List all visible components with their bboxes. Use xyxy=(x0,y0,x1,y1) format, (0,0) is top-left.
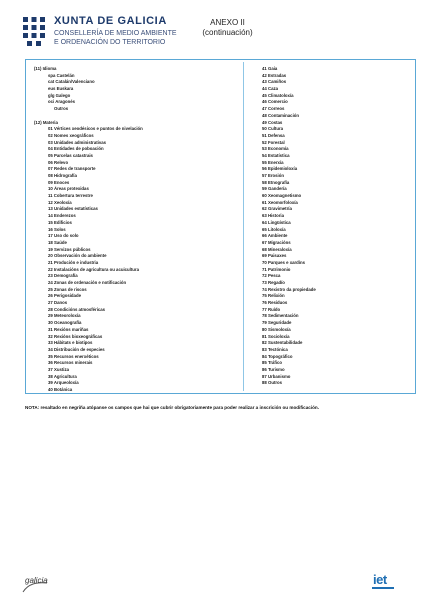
materia-option: 06 Relevo xyxy=(48,159,69,165)
materia-option: 70 Parques e xardíns xyxy=(262,259,305,265)
materia-option: 30 Oceanografía xyxy=(48,320,82,326)
materia-option: 43 Camiños xyxy=(262,79,287,85)
materia-option: 77 Ruído xyxy=(262,306,281,312)
materia-option: 41 Gaia xyxy=(262,66,278,71)
annex-heading xyxy=(190,18,265,38)
materia-option: 27 Danos xyxy=(48,300,68,306)
materia-option: 13 Unidades estatísticas xyxy=(48,206,98,212)
materia-list-left xyxy=(34,126,234,394)
materia-option: 73 Regadío xyxy=(262,280,285,285)
right-column xyxy=(248,66,408,387)
materia-list-right xyxy=(248,66,408,387)
materia-option: 85 Tráfico xyxy=(262,360,283,366)
section-gap xyxy=(34,113,234,120)
form-frame xyxy=(25,59,416,394)
materia-option: 23 Demografía xyxy=(48,273,78,279)
left-column xyxy=(34,66,234,394)
materia-option: 07 Redes de transporte xyxy=(48,166,96,172)
idioma-option: spa Castelán xyxy=(48,72,75,78)
materia-option: 71 Patrimonio xyxy=(262,266,291,272)
materia-option: 19 Servizos públicos xyxy=(48,246,91,252)
idioma-option-other: Outros xyxy=(54,106,69,112)
materia-option: 45 Climatoloxía xyxy=(262,92,294,98)
materia-option: 64 Lingüística xyxy=(262,219,291,225)
materia-option: 31 Rexións mariñas xyxy=(48,326,89,332)
idioma-option: glg Galego xyxy=(48,92,71,98)
materia-option: 80 Sismoloxía xyxy=(262,326,291,332)
materia-option: 51 Defensa xyxy=(262,132,285,138)
materia-option: 72 Pesca xyxy=(262,273,281,279)
materia-option: 04 Entidades de poboación xyxy=(48,146,104,152)
materia-option: 87 Urbanismo xyxy=(262,373,291,379)
materia-option: 61 Xeomorfoloxía xyxy=(262,199,298,205)
materia-option: 74 Rexistro da propiedade xyxy=(262,286,316,292)
materia-option: 88 Outros xyxy=(262,380,283,386)
idioma-option: cat Catalán/Valenciano xyxy=(48,79,95,85)
materia-option: 08 Hidrografía xyxy=(48,173,77,178)
materia-option: 81 Socioloxía xyxy=(262,333,290,339)
materia-option: 17 Uso do solo xyxy=(48,233,79,239)
materia-option: 55 Enerxía xyxy=(262,159,284,165)
materia-option: 60 Xeomagnetismo xyxy=(262,193,302,199)
idioma-option: oci Aragonés xyxy=(48,99,76,105)
materia-option: 22 Instalacións de agricultura ou acuicultura xyxy=(48,266,139,272)
materia-option: 40 Botánica xyxy=(48,387,73,392)
materia-option: 05 Parcelas catastrais xyxy=(48,152,93,158)
materia-option: 54 Estatística xyxy=(262,152,290,158)
materia-heading: (12) Materia xyxy=(34,119,58,125)
idioma-option: eus Euskara xyxy=(48,86,74,92)
materia-option: 01 Vértices xeodésicos e puntos de nivelación xyxy=(48,126,143,132)
materia-option: 78 Sedimentación xyxy=(262,313,299,319)
materia-option: 66 Ambiente xyxy=(262,233,288,239)
materia-option: 10 Áreas protexidas xyxy=(48,186,89,192)
org-name: XUNTA DE GALICIA xyxy=(54,15,167,27)
materia-option: 26 Perigosidade xyxy=(48,293,81,299)
materia-option: 38 Agricultura xyxy=(48,373,77,379)
materia-option: 68 Mineraloxía xyxy=(262,246,292,252)
materia-option: 65 Litoloxía xyxy=(262,226,286,232)
materia-option: 52 Forestal xyxy=(262,139,285,145)
materia-option: 16 Solos xyxy=(48,226,66,232)
materia-option: 14 Enderezos xyxy=(48,213,76,219)
materia-option: 58 Etnografía xyxy=(262,179,290,185)
materia-option: 63 Historia xyxy=(262,213,284,219)
materia-option: 46 Comercio xyxy=(262,99,288,105)
xunta-crest-icon xyxy=(20,14,48,50)
materia-option: 82 Sustentabilidade xyxy=(262,340,303,346)
materia-option: 12 Xeoloxía xyxy=(48,199,72,205)
materia-option: 79 Seguridade xyxy=(262,320,292,326)
materia-option: 11 Cobertura terrestre xyxy=(48,193,93,199)
materia-option: 29 Meteoroloxía xyxy=(48,313,81,319)
materia-option: 59 Gandería xyxy=(262,186,287,192)
materia-option: 02 Nomes xeográficos xyxy=(48,132,94,138)
materia-option: 15 Edificios xyxy=(48,219,72,225)
materia-option: 62 Gravimetría xyxy=(262,206,292,212)
materia-option: 20 Observación do ambiente xyxy=(48,253,107,259)
materia-option: 03 Unidades administrativas xyxy=(48,139,107,145)
materia-option: 56 Epidemioloxía xyxy=(262,166,298,172)
iet-footer-logo: iet xyxy=(373,572,387,587)
department-line-1: CONSELLERÍA DE MEDIO AMBIENTE xyxy=(54,30,177,37)
materia-option: 09 Enoces xyxy=(48,179,70,185)
materia-option: 49 Costas xyxy=(262,119,283,125)
materia-option: 48 Contaminación xyxy=(262,112,300,118)
materia-option: 44 Caza xyxy=(262,86,279,92)
column-divider xyxy=(243,62,244,391)
materia-option: 32 Rexións bioxeográficas xyxy=(48,333,103,339)
materia-option: 69 Paisaxes xyxy=(262,253,287,259)
materia-option: 53 Economía xyxy=(262,146,289,152)
mandatory-fields-note: NOTA: resaltado en negriña atópanse os campos que hai que cubrir obrigatoriamente para poder realizar a inscrición ou modificación. xyxy=(25,405,319,410)
materia-option: 83 Tectónica xyxy=(262,346,288,352)
materia-option: 33 Hábitats e biotipos xyxy=(48,340,93,346)
materia-option: 67 Migracións xyxy=(262,239,291,245)
materia-option: 25 Zonas de riscos xyxy=(48,286,87,292)
materia-option: 28 Condicións atmosféricas xyxy=(48,306,106,312)
materia-option: 86 Turismo xyxy=(262,366,285,372)
annex-subtitle: (continuación) xyxy=(202,28,253,37)
materia-option: 34 Distribución de especies xyxy=(48,346,105,352)
iet-underline xyxy=(372,587,394,589)
materia-option: 42 Estradas xyxy=(262,72,287,78)
materia-option: 18 Saúde xyxy=(48,239,67,245)
galicia-footer-logo: galicia xyxy=(25,576,48,585)
materia-option: 50 Cultura xyxy=(262,126,284,132)
materia-option: 37 Xustiza xyxy=(48,366,70,372)
materia-option: 35 Recursos enerxéticos xyxy=(48,353,99,359)
department-line-2: E ORDENACIÓN DO TERRITORIO xyxy=(54,39,166,46)
materia-option: 36 Recursos minerais xyxy=(48,360,93,366)
materia-option: 75 Relixión xyxy=(262,293,285,299)
materia-option: 76 Residuos xyxy=(262,300,288,306)
materia-option: 84 Topográfico xyxy=(262,353,293,359)
materia-option: 39 Arqueoloxía xyxy=(48,380,79,386)
materia-option: 24 Zonas de ordenación e notificación xyxy=(48,280,127,285)
annex-title: ANEXO II xyxy=(210,18,245,27)
xunta-logo-block xyxy=(20,12,200,52)
materia-option: 21 Produción e industria xyxy=(48,259,99,265)
idioma-heading: (11) Idioma xyxy=(34,66,57,71)
materia-option: 47 Correos xyxy=(262,106,285,112)
materia-option: 57 Erosión xyxy=(262,173,284,178)
